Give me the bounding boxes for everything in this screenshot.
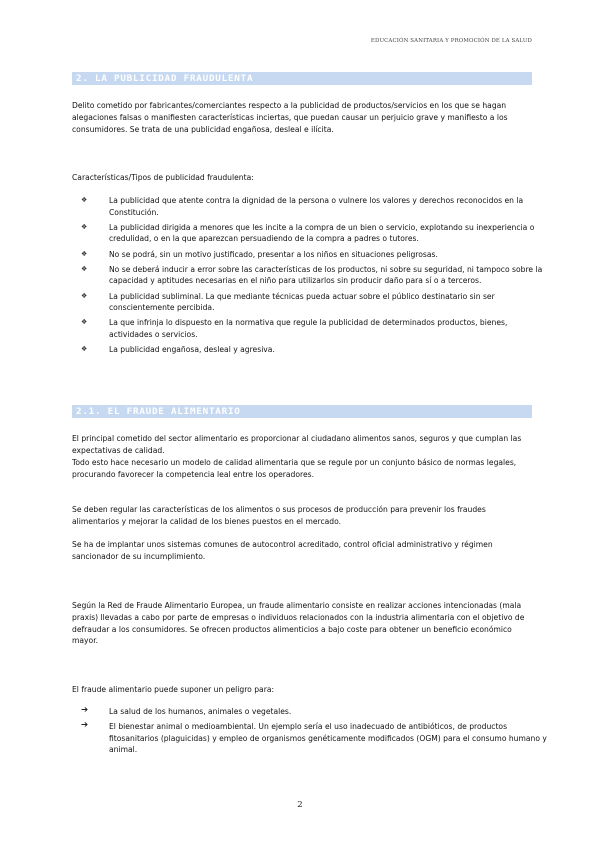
diamond-bullet-icon: ❖	[81, 318, 88, 327]
list-item: ❖ La publicidad que atente contra la dignidad de la persona o vulnere los valores y derechos reconocidos en la Constitución.	[81, 196, 524, 217]
arrow-bullet-icon: ➔	[81, 705, 89, 715]
list-item: ❖ La publicidad subliminal. La que mediante técnicas pueda actuar sobre el público destinatario sin ser conscientemente percibida.	[81, 291, 495, 313]
section-heading-publicidad-fraudulenta: 2. LA PUBLICIDAD FRAUDULENTA	[72, 72, 532, 85]
dangers-list	[81, 705, 549, 760]
diamond-bullet-icon: ❖	[81, 345, 88, 354]
types-list	[81, 195, 549, 359]
fraude-paragraph-4: Se ha de implantar unos sistemas comunes de autocontrol acreditado, control oficial administrativo y régimen sancionador de su incumplimiento.	[72, 540, 493, 561]
list-item: ❖ La publicidad engañosa, desleal y agresiva.	[81, 345, 275, 355]
running-header: EDUCACIÓN SANITARIA Y PROMOCIÓN DE LA SALUD	[370, 38, 532, 44]
types-title: Características/Tipos de publicidad fraudulenta:	[72, 173, 254, 182]
diamond-bullet-icon: ❖	[81, 222, 88, 231]
diamond-bullet-icon: ❖	[81, 264, 88, 273]
page-number: 2	[297, 800, 303, 810]
list-item: ❖ La publicidad dirigida a menores que les incite a la compra de un bien o servicio, explotando su inexperiencia o credulidad, o en la que aparezcan persuadiendo de la compra a padres o tutores.	[81, 222, 535, 244]
section-heading-fraude-alimentario: 2.1. EL FRAUDE ALIMENTARIO	[72, 405, 532, 418]
diamond-bullet-icon: ❖	[81, 291, 88, 300]
arrow-bullet-icon: ➔	[81, 720, 89, 731]
fraude-paragraph-3: Se deben regular las características de los alimentos o sus procesos de producción para prevenir los fraudes alimentarios y mejorar la calidad de los bienes puestos en el mercado.	[72, 505, 486, 526]
list-item: ❖ La que infrinja lo dispuesto en la normativa que regule la publicidad de determinados productos, bienes, actividades o servicios.	[81, 318, 508, 339]
list-item: ❖ No se deberá inducir a error sobre las características de los productos, ni sobre su seguridad, ni tampoco sobre la capacidad y aptitudes necesarias en el niño para utilizarlos sin producir daño para sí o a terceros.	[81, 264, 543, 286]
fraude-paragraph-5: Según la Red de Fraude Alimentario Europea, un fraude alimentario consiste en realizar acciones intencionadas (mala praxis) llevadas a cabo por parte de empresas o individuos relacionados con la industria alimentaria con el objetivo de defraudar a los consumidores. Se ofrecen productos alimenticios a bajo coste para obtener un beneficio económico mayor.	[72, 601, 525, 646]
list-item: ➔ El bienestar animal o medioambiental. Un ejemplo sería el uso inadecuado de antibióticos, de productos fitosanitarios (plaguicidas) y empleo de organismos genéticamente modificados (OGM) para el consumo humano y animal.	[81, 720, 547, 755]
list-item: ➔ La salud de los humanos, animales o vegetales.	[81, 705, 292, 716]
intro-paragraph: Delito cometido por fabricantes/comerciantes respecto a la publicidad de productos/servicios en los que se hagan alegaciones falsas o manifiesten características inciertas, que puedan causar un perjuicio grave y manifiesto a los consumidores. Se trata de una publicidad engañosa, desleal e ilícita.	[72, 101, 508, 134]
danger-title: El fraude alimentario puede suponer un peligro para:	[72, 685, 275, 694]
diamond-bullet-icon: ❖	[81, 196, 88, 204]
fraude-paragraph-1: El principal cometido del sector alimentario es proporcionar al ciudadano alimentos sanos, seguros y que cumplan las expectativas de calidad.	[72, 434, 522, 455]
list-item: ❖ No se podrá, sin un motivo justificado, presentar a los niños en situaciones peligrosas.	[81, 249, 438, 259]
fraude-paragraph-2: Todo esto hace necesario un modelo de calidad alimentaria que se regule por un conjunto básico de normas legales, procurando favorecer la competencia leal entre los operadores.	[72, 458, 517, 479]
diamond-bullet-icon: ❖	[81, 249, 88, 258]
